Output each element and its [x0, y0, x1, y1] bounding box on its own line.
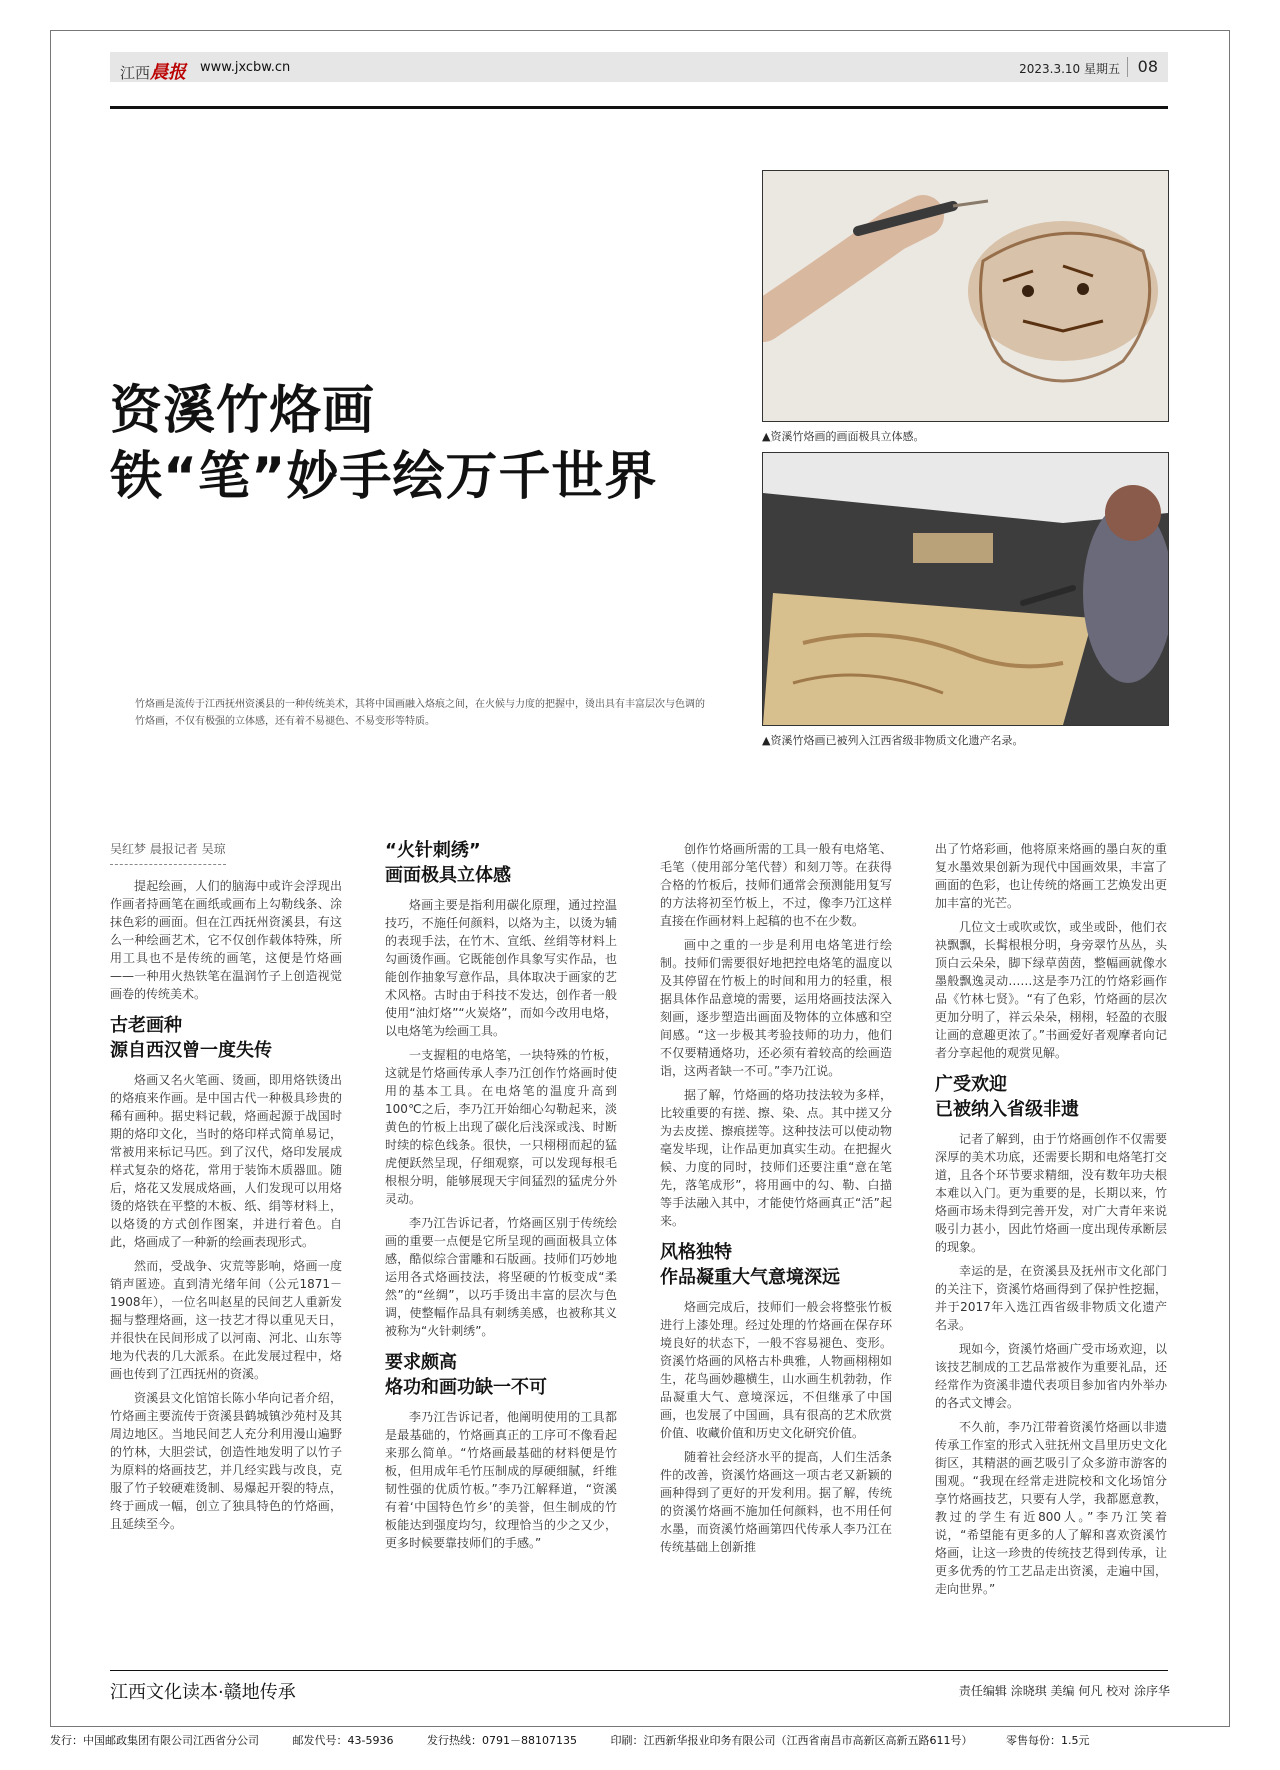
headline — [110, 378, 657, 510]
tiger-drawing-image — [763, 171, 1168, 421]
paragraph: 创作竹烙画所需的工具一般有电烙笔、毛笔（使用部分笔代替）和刻刀等。在获得合格的竹板后，技师们通常会预测能用复写的方法将初至竹板上，不过，像李乃江这样直接在作画材料上起稿的也不在少数。 — [660, 842, 892, 928]
paragraph: 烙画完成后，技师们一般会将整张竹板进行上漆处理。经过处理的竹烙画在保存环境良好的状态下，一般不容易褪色、变形。资溪竹烙画的风格古朴典雅，人物画栩栩如生，花鸟画妙趣横生，山水画生机勃勃，作品凝重大气、意境深远，不但继承了中国画，也发展了中国画，具有很高的艺术欣赏价值、收藏价值和历史文化研究价值。 — [660, 1300, 892, 1440]
paragraph: 几位文士或吹或饮，或坐或卧，他们衣袂飘飘，长髯根根分明，身旁翠竹丛丛，头顶白云朵朵，脚下绿草茵茵，整幅画就像水墨般飘逸灵动……这是李乃江的竹烙彩画作品《竹林七贤》。“有了色彩，竹烙画的层次更加分明了，祥云朵朵，栩栩，轻盈的衣服让画的意趣更浓了。”书画爱好者观摩者向记者分享起他的观赏见解。 — [935, 920, 1167, 1060]
lede-paragraph: 竹烙画是流传于江西抚州资溪县的一种传统美术，其将中国画融入烙痕之间，在火候与力度的把握中，烫出具有丰富层次与色调的竹烙画，不仅有极强的立体感，还有着不易褪色、不易变形等特质。 — [135, 699, 705, 727]
paragraph: 据了解，竹烙画的烙功技法较为多样，比较重要的有搓、擦、染、点。其中搓又分为去皮搓、擦痕搓等。这种技法可以使动物毫发毕现，让作品更加真实生动。在把握火候、力度的同时，技师们还要注重“意在笔先，落笔成形”，将用画中的勾、勒、白描等手法融入其中，才能使竹烙画真正“活”起来。 — [660, 1088, 892, 1228]
photo-caption-1: ▲资溪竹烙画的画面极具立体感。 — [762, 430, 925, 443]
paragraph: 然而，受战争、灾荒等影响，烙画一度销声匿迹。直到清光绪年间（公元1871－1908年），一位名叫赵星的民间艺人重新发掘与整理烙画，这一技艺才得以重见天日，并很快在民间形成了以河南、河北、山东等地为代表的几大派系。在此发展过程中，烙画也传到了江西抚州的资溪。 — [110, 1259, 342, 1381]
paragraph: 记者了解到，由于竹烙画创作不仅需要深厚的美术功底，还需要长期和电烙笔打交道，且各个环节要求精细，没有数年功夫根本难以入门。更为重要的是，长期以来，竹烙画市场未得到完善开发，对广大青年来说吸引力甚小，因此竹烙画一度出现传承断层的现象。 — [935, 1132, 1167, 1254]
headline-line1: 资溪竹烙画 — [110, 381, 376, 441]
masthead — [110, 52, 1168, 82]
page-number: 08 — [1137, 57, 1158, 76]
footer-price: 零售每份：1.5元 — [1005, 1734, 1090, 1747]
photo-artist — [762, 452, 1169, 726]
footer-postal-code: 邮发代号：43-5936 — [292, 1734, 394, 1747]
paragraph: 提起绘画，人们的脑海中或许会浮现出作画者持画笔在画纸或画布上勾勒线条、涂抹色彩的画面。但在江西抚州资溪县，有这么一种绘画艺术，它不仅创作载体特殊，所用工具也不是传统的画笔，这便是竹烙画——一种用火热铁笔在温润竹子上创造视觉画卷的传统美术。 — [110, 879, 342, 1001]
subheading: “火针刺绣” 画面极具立体感 — [385, 840, 511, 886]
photo-caption-2: ▲资溪竹烙画已被列入江西省级非物质文化遗产名录。 — [762, 734, 1024, 747]
paragraph: 不久前，李乃江带着资溪竹烙画以非遗传承工作室的形式入驻抚州文昌里历史文化街区，其精湛的画艺吸引了众多游市游客的围观。“我现在经常走进院校和文化场馆分享竹烙画技艺，只要有人学，我都愿意教，教过的学生有近800人。”李乃江笑着说，“希望能有更多的人了解和喜欢资溪竹烙画，让这一珍贵的传统技艺得到传承，让更多优秀的竹工艺品走出资溪，走遍中国，走向世界。” — [935, 1420, 1167, 1596]
editor-credits: 责任编辑 涂晓琪 美编 何凡 校对 涂序华 — [958, 1684, 1170, 1698]
byline: 吴红梦 晨报记者 吴琼 — [110, 840, 226, 865]
paragraph: 一支握粗的电烙笔，一块特殊的竹板，这就是竹烙画传承人李乃江创作竹烙画时使用的基本工具。在电烙笔的温度升高到100℃之后，李乃江开始细心勾勒起来，淡黄色的竹板上出现了碳化后浅深或浅、时断时续的棕色线条。很快，一只栩栩而起的猛虎便跃然呈现，仔细观察，可以发现每根毛根根分明，能够展现天宇间猛烈的猛虎分外灵动。 — [385, 1048, 617, 1206]
subheading: 古老画种 源自西汉曾一度失传 — [110, 1015, 272, 1061]
photo-tiger — [762, 170, 1169, 422]
paragraph: 画中之重的一步是利用电烙笔进行绘制。技师们需要很好地把控电烙笔的温度以及其停留在竹板上的时间和用力的轻重，根据具体作品意境的需要，运用烙画技法深入刻画，逐步塑造出画面及物体的立体感和空间感。“这一步极其考验技师的功力，他们不仅要精通烙功，还必须有着较高的绘画造诣，这两者缺一不可。”李乃江说。 — [660, 938, 892, 1078]
paragraph: 资溪县文化馆馆长陈小华向记者介绍，竹烙画主要流传于资溪县鹤城镇沙苑村及其周边地区。当地民间艺人充分利用漫山遍野的竹林，大胆尝试，创造性地发明了以竹子为原料的烙画技艺，并几经实践与改良，克服了竹子较硬难烫制、易爆起开裂的特点，终于画成一幅，创立了独具特色的竹烙画，且延续至今。 — [110, 1391, 342, 1531]
paragraph: 烙画又名火笔画、烫画，即用烙铁烫出的烙痕来作画。是中国古代一种极具珍贵的稀有画种。据史料记载，烙画起源于战国时期的烙印文化，当时的烙印样式简单易记，常被用来标记马匹。到了汉代，烙印发展成样式复杂的烙花，常用于装饰木质器皿。随后，烙花又发展成烙画，人们发现可以用烙烫的烙铁在平整的木板、纸、绢等材料上，以烙烫的方式创作图案，并进行着色。自此，烙画成了一种新的绘画表现形式。 — [110, 1073, 342, 1249]
footer-publisher: 发行：中国邮政集团有限公司江西省分公司 — [50, 1734, 259, 1747]
column-1 — [110, 840, 342, 1539]
artist-working-image — [763, 453, 1168, 725]
issue-date: 2023.3.10 星期五 — [1019, 62, 1120, 76]
paragraph: 李乃江告诉记者，竹烙画区别于传统绘画的重要一点便是它所呈现的画面极具立体感，酷似综合雷雕和石版画。技师们巧妙地运用各式烙画技法，将坚硬的竹板变成“柔然”的“丝绸”，以巧手烫出丰富的层次与色调，使整幅作品具有刺绣美感，也被称其义被称为“火针刺绣”。 — [385, 1216, 617, 1338]
paragraph: 出了竹烙彩画，他将原来烙画的墨白灰的重复水墨效果创新为现代中国画效果，丰富了画面的色彩，也让传统的烙画工艺焕发出更加丰富的光芒。 — [935, 842, 1167, 910]
newspaper-logo: 江西晨报 — [120, 62, 187, 83]
top-rule — [110, 106, 1168, 109]
paragraph: 随着社会经济水平的提高，人们生活条件的改善，资溪竹烙画这一项古老又新颖的画种得到了更好的开发利用。据了解，传统的资溪竹烙画不施加任何颜料，也不用任何水墨，而资溪竹烙画第四代传承人李乃江在传统基础上创新推 — [660, 1450, 892, 1554]
paragraph: 幸运的是，在资溪县及抚州市文化部门的关注下，资溪竹烙画得到了保护性挖掘，并于2017年入选江西省级非物质文化遗产名录。 — [935, 1264, 1167, 1332]
site-url[interactable]: www.jxcbw.cn — [200, 60, 291, 75]
column-4 — [935, 840, 1167, 1604]
paragraph: 烙画主要是指利用碳化原理，通过控温技巧，不施任何颜料，以烙为主，以烫为辅的表现手法，在竹木、宣纸、丝绢等材料上勾画烫作画。它既能创作具象写实作品，也能创作抽象写意作品，具体取决于画家的艺术风格。古时由于科技不发达，创作者一般使用“油灯烙”“火炭烙”，而如今改用电烙，以电烙笔为绘画工具。 — [385, 898, 617, 1038]
publication-footer — [50, 1732, 1230, 1748]
footer-hotline: 发行热线：0791－88107135 — [426, 1734, 577, 1747]
footer-printer: 印刷：江西新华报业印务有限公司（江西省南昌市高新区高新五路611号） — [610, 1734, 973, 1747]
column-3 — [660, 840, 892, 1562]
subheading: 风格独特 作品凝重大气意境深远 — [660, 1242, 840, 1288]
subheading: 要求颇高 烙功和画功缺一不可 — [385, 1352, 547, 1398]
bottom-rule — [110, 1670, 1168, 1671]
column-2 — [385, 838, 617, 1558]
divider — [1127, 57, 1128, 77]
subheading: 广受欢迎 已被纳入省级非遗 — [935, 1074, 1079, 1120]
paragraph: 李乃江告诉记者，他阐明使用的工具都是最基础的，竹烙画真正的工序可不像看起来那么简单。“竹烙画最基础的材料便是竹板，但用成年毛竹压制成的厚硬细腻，纤维韧性强的优质竹板。”李乃江解释道，“资溪有着‘中国特色竹乡’的美誉，但生制成的竹板能达到强度均匀，纹理恰当的少之又少，更多时候要靠技师们的手感。” — [385, 1410, 617, 1550]
headline-line2: 铁“笔”妙手绘万千世界 — [110, 447, 658, 507]
section-name: 江西文化读本·赣地传承 — [110, 1682, 296, 1703]
paragraph: 现如今，资溪竹烙画广受市场欢迎，以该技艺制成的工艺品常被作为重要礼品，还经常作为资溪非遗代表项目参加省内外举办的各式文博会。 — [935, 1342, 1167, 1410]
